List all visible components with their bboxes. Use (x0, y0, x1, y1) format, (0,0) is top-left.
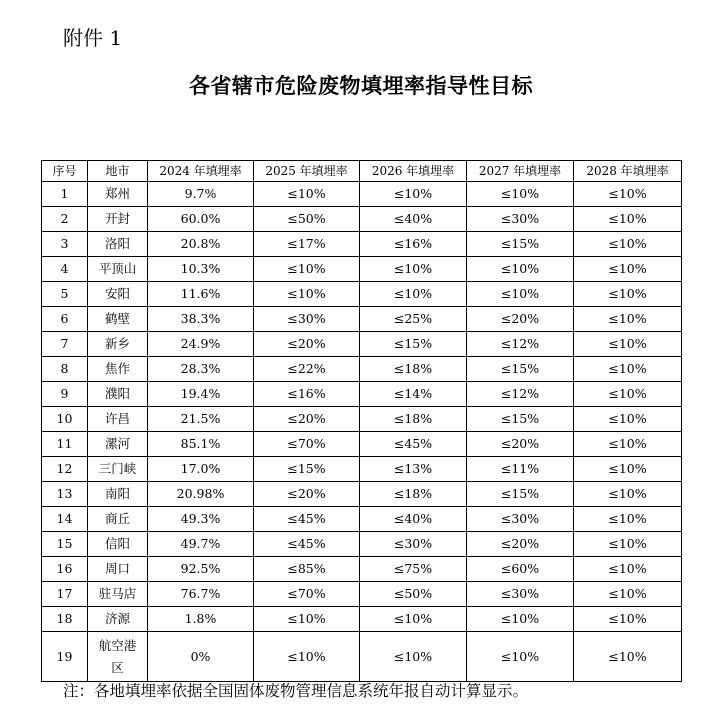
rate-cell: ≤10% (360, 607, 467, 632)
row-number-cell: 4 (42, 257, 88, 282)
rate-cell: ≤15% (467, 232, 574, 257)
region-cell: 三门峡 (88, 457, 148, 482)
region-cell: 安阳 (88, 282, 148, 307)
rate-cell: 0% (148, 632, 254, 682)
rate-cell: ≤60% (467, 557, 574, 582)
rate-cell: 19.4% (148, 382, 254, 407)
rate-cell: ≤10% (574, 357, 682, 382)
table-row (42, 607, 682, 632)
rate-cell: ≤10% (574, 457, 682, 482)
table-row (42, 332, 682, 357)
rate-cell: 20.8% (148, 232, 254, 257)
rate-cell: ≤16% (360, 232, 467, 257)
rate-cell: ≤30% (467, 207, 574, 232)
rate-cell: 38.3% (148, 307, 254, 332)
region-cell: 漯河 (88, 432, 148, 457)
rate-cell: ≤12% (467, 382, 574, 407)
rate-cell: ≤10% (574, 582, 682, 607)
row-number-cell: 14 (42, 507, 88, 532)
rate-cell: 11.6% (148, 282, 254, 307)
rate-cell: ≤10% (574, 557, 682, 582)
table-body (42, 182, 682, 682)
rate-cell: ≤10% (467, 182, 574, 207)
header-cell: 序号 (42, 161, 88, 182)
rate-cell: ≤50% (254, 207, 360, 232)
table-row (42, 532, 682, 557)
rate-cell: ≤10% (574, 507, 682, 532)
region-cell: 周口 (88, 557, 148, 582)
row-number-cell: 17 (42, 582, 88, 607)
rate-cell: ≤10% (574, 382, 682, 407)
region-cell: 商丘 (88, 507, 148, 532)
rate-cell: ≤10% (574, 282, 682, 307)
attachment-label: 附件 1 (63, 26, 123, 50)
row-number-cell: 13 (42, 482, 88, 507)
rate-cell: ≤14% (360, 382, 467, 407)
rate-cell: ≤16% (254, 382, 360, 407)
rate-cell: 49.7% (148, 532, 254, 557)
rate-cell: ≤20% (467, 307, 574, 332)
rate-cell: ≤10% (467, 632, 574, 682)
rate-cell: ≤50% (360, 582, 467, 607)
region-cell: 航空港区 (88, 632, 148, 682)
region-cell: 濮阳 (88, 382, 148, 407)
region-cell: 济源 (88, 607, 148, 632)
table-row (42, 357, 682, 382)
table-row (42, 182, 682, 207)
row-number-cell: 16 (42, 557, 88, 582)
rate-cell: ≤10% (574, 607, 682, 632)
rate-cell: ≤17% (254, 232, 360, 257)
rate-cell: ≤10% (574, 432, 682, 457)
rate-cell: 85.1% (148, 432, 254, 457)
table-header-row (42, 161, 682, 182)
header-cell: 2026 年填埋率 (360, 161, 467, 182)
table-row (42, 557, 682, 582)
table-row (42, 582, 682, 607)
rate-cell: 9.7% (148, 182, 254, 207)
rate-cell: ≤10% (254, 632, 360, 682)
rate-cell: ≤10% (574, 407, 682, 432)
table-row (42, 307, 682, 332)
rate-cell: ≤10% (467, 282, 574, 307)
table-row (42, 257, 682, 282)
rate-cell: ≤22% (254, 357, 360, 382)
rate-cell: ≤10% (574, 532, 682, 557)
rate-cell: ≤10% (360, 257, 467, 282)
region-cell: 开封 (88, 207, 148, 232)
table-row (42, 632, 682, 682)
rate-cell: 20.98% (148, 482, 254, 507)
rate-cell: ≤15% (254, 457, 360, 482)
rate-cell: ≤30% (467, 582, 574, 607)
header-cell: 2025 年填埋率 (254, 161, 360, 182)
row-number-cell: 1 (42, 182, 88, 207)
row-number-cell: 7 (42, 332, 88, 357)
rate-cell: ≤10% (360, 282, 467, 307)
rate-cell: ≤10% (254, 182, 360, 207)
region-cell: 信阳 (88, 532, 148, 557)
table-row (42, 382, 682, 407)
rate-cell: ≤40% (360, 207, 467, 232)
table-row (42, 407, 682, 432)
header-cell: 2028 年填埋率 (574, 161, 682, 182)
rate-cell: ≤15% (467, 482, 574, 507)
rate-cell: ≤10% (574, 307, 682, 332)
row-number-cell: 8 (42, 357, 88, 382)
region-cell: 郑州 (88, 182, 148, 207)
row-number-cell: 5 (42, 282, 88, 307)
row-number-cell: 9 (42, 382, 88, 407)
rate-cell: ≤70% (254, 582, 360, 607)
rate-cell: ≤20% (254, 482, 360, 507)
rate-cell: ≤10% (574, 182, 682, 207)
rate-cell: ≤15% (467, 357, 574, 382)
rate-cell: ≤45% (254, 507, 360, 532)
row-number-cell: 10 (42, 407, 88, 432)
rate-cell: 10.3% (148, 257, 254, 282)
rate-cell: ≤10% (574, 482, 682, 507)
rate-cell: 92.5% (148, 557, 254, 582)
rate-cell: ≤85% (254, 557, 360, 582)
region-cell: 焦作 (88, 357, 148, 382)
rate-cell: ≤20% (467, 432, 574, 457)
rate-cell: ≤18% (360, 482, 467, 507)
rate-cell: ≤10% (574, 257, 682, 282)
table-row (42, 432, 682, 457)
rate-cell: ≤15% (360, 332, 467, 357)
rate-cell: ≤20% (254, 407, 360, 432)
rate-cell: 24.9% (148, 332, 254, 357)
rate-cell: ≤11% (467, 457, 574, 482)
rate-cell: ≤30% (254, 307, 360, 332)
header-cell: 2024 年填埋率 (148, 161, 254, 182)
rate-cell: ≤10% (467, 257, 574, 282)
rate-cell: ≤10% (467, 607, 574, 632)
rate-cell: ≤25% (360, 307, 467, 332)
rate-cell: ≤18% (360, 407, 467, 432)
rate-cell: 76.7% (148, 582, 254, 607)
table-row (42, 482, 682, 507)
region-cell: 新乡 (88, 332, 148, 357)
header-cell: 地市 (88, 161, 148, 182)
row-number-cell: 11 (42, 432, 88, 457)
row-number-cell: 12 (42, 457, 88, 482)
region-cell: 许昌 (88, 407, 148, 432)
table-row (42, 207, 682, 232)
rate-cell: ≤10% (360, 632, 467, 682)
row-number-cell: 3 (42, 232, 88, 257)
rate-cell: 49.3% (148, 507, 254, 532)
rate-cell: ≤10% (254, 607, 360, 632)
rate-cell: ≤20% (254, 332, 360, 357)
table-row (42, 232, 682, 257)
document-title: 各省辖市危险废物填埋率指导性目标 (189, 74, 533, 98)
rate-cell: ≤40% (360, 507, 467, 532)
rate-cell: ≤30% (467, 507, 574, 532)
table-row (42, 457, 682, 482)
rate-cell: ≤13% (360, 457, 467, 482)
rate-cell: ≤15% (467, 407, 574, 432)
rate-cell: ≤12% (467, 332, 574, 357)
rate-cell: ≤10% (574, 207, 682, 232)
landfill-rate-table (41, 160, 682, 682)
region-cell: 洛阳 (88, 232, 148, 257)
rate-cell: ≤30% (360, 532, 467, 557)
header-cell: 2027 年填埋率 (467, 161, 574, 182)
row-number-cell: 18 (42, 607, 88, 632)
rate-cell: ≤75% (360, 557, 467, 582)
rate-cell: ≤20% (467, 532, 574, 557)
rate-cell: ≤45% (360, 432, 467, 457)
region-cell: 南阳 (88, 482, 148, 507)
row-number-cell: 2 (42, 207, 88, 232)
rate-cell: 60.0% (148, 207, 254, 232)
rate-cell: ≤10% (574, 332, 682, 357)
row-number-cell: 6 (42, 307, 88, 332)
table-row (42, 507, 682, 532)
rate-cell: ≤10% (360, 182, 467, 207)
rate-cell: ≤10% (254, 282, 360, 307)
rate-cell: 17.0% (148, 457, 254, 482)
rate-cell: ≤10% (574, 632, 682, 682)
row-number-cell: 19 (42, 632, 88, 682)
rate-cell: 28.3% (148, 357, 254, 382)
row-number-cell: 15 (42, 532, 88, 557)
rate-cell: ≤45% (254, 532, 360, 557)
footnote: 注：各地填埋率依据全国固体废物管理信息系统年报自动计算显示。 (63, 682, 529, 700)
region-cell: 驻马店 (88, 582, 148, 607)
rate-cell: ≤70% (254, 432, 360, 457)
rate-cell: ≤18% (360, 357, 467, 382)
rate-cell: ≤10% (254, 257, 360, 282)
region-cell: 鹤壁 (88, 307, 148, 332)
rate-cell: 1.8% (148, 607, 254, 632)
rate-cell: ≤10% (574, 232, 682, 257)
table-row (42, 282, 682, 307)
region-cell: 平顶山 (88, 257, 148, 282)
rate-cell: 21.5% (148, 407, 254, 432)
